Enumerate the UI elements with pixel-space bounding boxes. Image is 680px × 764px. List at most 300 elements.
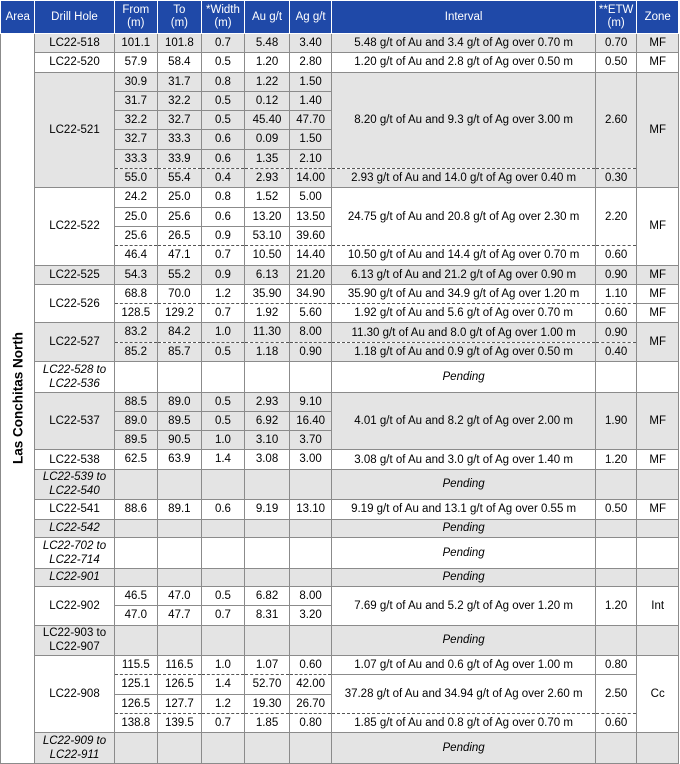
etw-value: 2.20 <box>595 188 637 246</box>
table-row <box>1 53 679 72</box>
ag-value: 2.80 <box>289 53 332 72</box>
zone-value: MF <box>637 53 679 72</box>
empty-cell <box>114 519 158 538</box>
ag-value: 14.00 <box>289 169 332 188</box>
au-value: 1.20 <box>245 53 290 72</box>
au-value: 9.19 <box>245 500 290 519</box>
width-value: 0.4 <box>201 169 245 188</box>
empty-cell <box>114 469 158 500</box>
text-line: LC22-536 <box>49 377 100 390</box>
drill-hole: LC22-537 <box>35 392 114 450</box>
empty-cell <box>158 519 202 538</box>
width-value: 0.5 <box>201 411 245 430</box>
width-value: 0.5 <box>201 91 245 110</box>
width-value: 0.7 <box>201 606 245 625</box>
table-row <box>1 625 679 656</box>
width-value: 0.8 <box>201 72 245 91</box>
etw-value: 0.90 <box>595 323 637 342</box>
to-value: 85.7 <box>158 342 202 361</box>
to-value: 25.0 <box>158 188 202 207</box>
drill-hole <box>35 568 114 587</box>
pending-label: Pending <box>332 538 595 569</box>
to-value: 101.8 <box>158 34 202 53</box>
width-value: 0.9 <box>201 226 245 245</box>
text-line: LC22-539 to <box>42 471 107 484</box>
drill-hole: LC22-902 <box>35 587 114 626</box>
header-to <box>158 1 202 34</box>
text-line: LC22-540 <box>49 485 100 498</box>
from-value: 88.6 <box>114 500 158 519</box>
header-row <box>1 1 679 34</box>
interval-summary: 5.48 g/t of Au and 3.4 g/t of Ag over 0.70 m <box>332 34 595 53</box>
to-value: 139.5 <box>158 714 202 733</box>
to-value: 90.5 <box>158 431 202 450</box>
empty-cell <box>289 538 332 569</box>
table-row <box>1 733 679 764</box>
width-value: 1.2 <box>201 694 245 713</box>
drill-hole: LC22-518 <box>35 34 114 53</box>
ag-value: 3.70 <box>289 431 332 450</box>
empty-cell <box>245 519 290 538</box>
au-value: 11.30 <box>245 323 290 342</box>
etw-value: 0.30 <box>595 169 637 188</box>
empty-cell <box>114 625 158 656</box>
header-au: Au g/t <box>245 1 290 34</box>
text-line: (m) <box>214 17 232 29</box>
to-value: 55.2 <box>158 265 202 284</box>
from-value: 47.0 <box>114 606 158 625</box>
from-value: 25.6 <box>114 226 158 245</box>
etw-value: 1.20 <box>595 587 637 626</box>
zone-value: MF <box>637 450 679 469</box>
ag-value: 0.90 <box>289 342 332 361</box>
au-value: 19.30 <box>245 694 290 713</box>
table-row <box>1 500 679 519</box>
area-label: Las Conchitas North <box>10 332 26 465</box>
table-row <box>1 188 679 207</box>
from-value: 57.9 <box>114 53 158 72</box>
table-row <box>1 284 679 303</box>
width-value: 0.5 <box>201 111 245 130</box>
width-value: 1.4 <box>201 450 245 469</box>
drill-hole <box>35 469 114 500</box>
au-value: 6.82 <box>245 587 290 606</box>
header-from <box>114 1 158 34</box>
empty-cell <box>114 568 158 587</box>
from-value: 32.7 <box>114 130 158 149</box>
au-value: 6.92 <box>245 411 290 430</box>
from-value: 101.1 <box>114 34 158 53</box>
au-value: 0.09 <box>245 130 290 149</box>
text-line: LC22-542 <box>49 522 100 535</box>
interval-summary: 1.18 g/t of Au and 0.9 g/t of Ag over 0.50 m <box>332 342 595 361</box>
empty-cell <box>637 733 679 764</box>
width-value: 1.2 <box>201 284 245 303</box>
interval-summary: 2.93 g/t of Au and 14.0 g/t of Ag over 0.40 m <box>332 169 595 188</box>
interval-summary: 1.85 g/t of Au and 0.8 g/t of Ag over 0.70 m <box>332 714 595 733</box>
ag-value: 1.50 <box>289 72 332 91</box>
table-body <box>1 34 679 764</box>
interval-summary: 6.13 g/t of Au and 21.2 g/t of Ag over 0.90 m <box>332 265 595 284</box>
ag-value: 3.00 <box>289 450 332 469</box>
ag-value: 39.60 <box>289 226 332 245</box>
header-ag: Ag g/t <box>289 1 332 34</box>
table-row <box>1 656 679 675</box>
empty-cell <box>114 362 158 393</box>
au-value: 1.92 <box>245 304 290 323</box>
interval-summary: 10.50 g/t of Au and 14.4 g/t of Ag over 0.70 m <box>332 246 595 265</box>
text-line: (m) <box>170 17 188 29</box>
empty-cell <box>637 625 679 656</box>
width-value: 0.6 <box>201 500 245 519</box>
etw-value: 0.60 <box>595 246 637 265</box>
drill-hole <box>35 733 114 764</box>
etw-value: 0.60 <box>595 304 637 323</box>
interval-summary: 1.92 g/t of Au and 5.6 g/t of Ag over 0.70 m <box>332 304 595 323</box>
au-value: 2.93 <box>245 169 290 188</box>
empty-cell <box>245 733 290 764</box>
width-value: 1.4 <box>201 675 245 694</box>
drill-hole <box>35 362 114 393</box>
drill-hole: LC22-525 <box>35 265 114 284</box>
text-line: LC22-702 to <box>42 539 107 552</box>
ag-value: 42.00 <box>289 675 332 694</box>
to-value: 32.7 <box>158 111 202 130</box>
ag-value: 3.40 <box>289 34 332 53</box>
interval-summary: 35.90 g/t of Au and 34.9 g/t of Ag over 1.20 m <box>332 284 595 303</box>
pending-label: Pending <box>332 362 595 393</box>
etw-value: 1.20 <box>595 450 637 469</box>
empty-cell <box>637 568 679 587</box>
width-value: 0.5 <box>201 53 245 72</box>
empty-cell <box>158 625 202 656</box>
etw-value: 0.50 <box>595 500 637 519</box>
drill-hole: LC22-520 <box>35 53 114 72</box>
to-value: 84.2 <box>158 323 202 342</box>
au-value: 1.07 <box>245 656 290 675</box>
width-value: 1.0 <box>201 431 245 450</box>
empty-cell <box>595 568 637 587</box>
etw-value: 2.50 <box>595 675 637 714</box>
au-value: 1.35 <box>245 149 290 168</box>
to-value: 47.0 <box>158 587 202 606</box>
pending-label: Pending <box>332 568 595 587</box>
ag-value: 13.50 <box>289 207 332 226</box>
text-line: LC22-907 <box>49 641 100 654</box>
empty-cell <box>289 469 332 500</box>
header-width <box>201 1 245 34</box>
zone-value: MF <box>637 34 679 53</box>
empty-cell <box>595 733 637 764</box>
text-line: To <box>173 4 186 16</box>
empty-cell <box>289 733 332 764</box>
au-value: 2.93 <box>245 392 290 411</box>
width-value: 0.5 <box>201 587 245 606</box>
empty-cell <box>201 519 245 538</box>
empty-cell <box>595 625 637 656</box>
table-row <box>1 519 679 538</box>
from-value: 24.2 <box>114 188 158 207</box>
table-row <box>1 323 679 342</box>
interval-summary: 1.20 g/t of Au and 2.8 g/t of Ag over 0.50 m <box>332 53 595 72</box>
text-line: LC22-903 to <box>42 627 107 640</box>
empty-cell <box>595 362 637 393</box>
au-value: 53.10 <box>245 226 290 245</box>
empty-cell <box>289 625 332 656</box>
au-value: 13.20 <box>245 207 290 226</box>
to-value: 126.5 <box>158 675 202 694</box>
empty-cell <box>637 538 679 569</box>
to-value: 89.5 <box>158 411 202 430</box>
ag-value: 3.20 <box>289 606 332 625</box>
empty-cell <box>245 568 290 587</box>
etw-value: 0.80 <box>595 656 637 675</box>
empty-cell <box>637 362 679 393</box>
drill-hole <box>35 538 114 569</box>
text-line: From <box>122 4 150 16</box>
to-value: 58.4 <box>158 53 202 72</box>
zone-value: MF <box>637 500 679 519</box>
empty-cell <box>637 469 679 500</box>
to-value: 89.1 <box>158 500 202 519</box>
text-line: LC22-901 <box>49 571 100 584</box>
empty-cell <box>289 519 332 538</box>
to-value: 47.7 <box>158 606 202 625</box>
table-row <box>1 392 679 411</box>
empty-cell <box>201 538 245 569</box>
empty-cell <box>201 469 245 500</box>
header-etw <box>595 1 637 34</box>
ag-value: 21.20 <box>289 265 332 284</box>
text-line: LC22-714 <box>49 553 100 566</box>
empty-cell <box>289 568 332 587</box>
to-value: 33.3 <box>158 130 202 149</box>
etw-value: 0.60 <box>595 714 637 733</box>
to-value: 26.5 <box>158 226 202 245</box>
empty-cell <box>158 469 202 500</box>
to-value: 116.5 <box>158 656 202 675</box>
ag-value: 16.40 <box>289 411 332 430</box>
etw-value: 0.70 <box>595 34 637 53</box>
au-value: 3.10 <box>245 431 290 450</box>
from-value: 89.5 <box>114 431 158 450</box>
interval-summary: 37.28 g/t of Au and 34.94 g/t of Ag over 2.60 m <box>332 675 595 714</box>
zone-value: MF <box>637 188 679 265</box>
from-value: 54.3 <box>114 265 158 284</box>
ag-value: 0.80 <box>289 714 332 733</box>
ag-value: 8.00 <box>289 587 332 606</box>
au-value: 8.31 <box>245 606 290 625</box>
empty-cell <box>245 538 290 569</box>
table-row <box>1 568 679 587</box>
interval-summary: 11.30 g/t of Au and 8.0 g/t of Ag over 1.00 m <box>332 323 595 342</box>
table-row <box>1 587 679 606</box>
zone-value: MF <box>637 392 679 450</box>
zone-value: MF <box>637 265 679 284</box>
etw-value: 2.60 <box>595 72 637 168</box>
au-value: 1.85 <box>245 714 290 733</box>
ag-value: 2.10 <box>289 149 332 168</box>
drill-hole: LC22-538 <box>35 450 114 469</box>
interval-summary: 24.75 g/t of Au and 20.8 g/t of Ag over 2.30 m <box>332 188 595 246</box>
ag-value: 1.40 <box>289 91 332 110</box>
header-area: Area <box>1 1 35 34</box>
au-value: 52.70 <box>245 675 290 694</box>
etw-value: 0.90 <box>595 265 637 284</box>
zone-value: MF <box>637 304 679 323</box>
drill-hole: LC22-541 <box>35 500 114 519</box>
width-value: 0.7 <box>201 246 245 265</box>
etw-value: 1.10 <box>595 284 637 303</box>
from-value: 25.0 <box>114 207 158 226</box>
interval-summary: 1.07 g/t of Au and 0.6 g/t of Ag over 1.00 m <box>332 656 595 675</box>
from-value: 83.2 <box>114 323 158 342</box>
empty-cell <box>201 362 245 393</box>
text-line: LC22-911 <box>49 749 100 762</box>
drill-hole: LC22-526 <box>35 284 114 323</box>
ag-value: 34.90 <box>289 284 332 303</box>
header-drill-hole: Drill Hole <box>35 1 114 34</box>
from-value: 33.3 <box>114 149 158 168</box>
from-value: 32.2 <box>114 111 158 130</box>
from-value: 138.8 <box>114 714 158 733</box>
table-row <box>1 265 679 284</box>
empty-cell <box>158 568 202 587</box>
etw-value: 1.90 <box>595 392 637 450</box>
from-value: 125.1 <box>114 675 158 694</box>
table-row <box>1 450 679 469</box>
empty-cell <box>637 519 679 538</box>
ag-value: 5.00 <box>289 188 332 207</box>
width-value: 0.8 <box>201 188 245 207</box>
width-value: 0.5 <box>201 392 245 411</box>
ag-value: 9.10 <box>289 392 332 411</box>
etw-value: 0.40 <box>595 342 637 361</box>
drill-hole <box>35 625 114 656</box>
to-value: 31.7 <box>158 72 202 91</box>
etw-value: 0.50 <box>595 53 637 72</box>
empty-cell <box>114 733 158 764</box>
table-row <box>1 72 679 91</box>
text-line: LC22-909 to <box>42 735 107 748</box>
to-value: 55.4 <box>158 169 202 188</box>
from-value: 115.5 <box>114 656 158 675</box>
interval-summary: 7.69 g/t of Au and 5.2 g/t of Ag over 1.20 m <box>332 587 595 626</box>
au-value: 10.50 <box>245 246 290 265</box>
table-row <box>1 34 679 53</box>
width-value: 1.0 <box>201 323 245 342</box>
empty-cell <box>114 538 158 569</box>
to-value: 63.9 <box>158 450 202 469</box>
text-line: (m) <box>607 17 625 29</box>
width-value: 0.6 <box>201 207 245 226</box>
width-value: 0.6 <box>201 130 245 149</box>
drill-hole <box>35 519 114 538</box>
empty-cell <box>158 362 202 393</box>
au-value: 1.18 <box>245 342 290 361</box>
au-value: 5.48 <box>245 34 290 53</box>
ag-value: 8.00 <box>289 323 332 342</box>
ag-value: 5.60 <box>289 304 332 323</box>
drill-hole: LC22-527 <box>35 323 114 362</box>
au-value: 1.52 <box>245 188 290 207</box>
to-value: 127.7 <box>158 694 202 713</box>
au-value: 45.40 <box>245 111 290 130</box>
ag-value: 13.10 <box>289 500 332 519</box>
to-value: 47.1 <box>158 246 202 265</box>
from-value: 30.9 <box>114 72 158 91</box>
to-value: 70.0 <box>158 284 202 303</box>
table-row <box>1 538 679 569</box>
drill-hole: LC22-521 <box>35 72 114 188</box>
empty-cell <box>595 469 637 500</box>
zone-value: MF <box>637 323 679 362</box>
text-line: **ETW <box>598 4 634 16</box>
width-value: 0.7 <box>201 714 245 733</box>
from-value: 128.5 <box>114 304 158 323</box>
table-row <box>1 362 679 393</box>
ag-value: 1.50 <box>289 130 332 149</box>
zone-value: Cc <box>637 656 679 733</box>
empty-cell <box>245 625 290 656</box>
au-value: 6.13 <box>245 265 290 284</box>
empty-cell <box>201 733 245 764</box>
header-zone: Zone <box>637 1 679 34</box>
width-value: 1.0 <box>201 656 245 675</box>
zone-value: MF <box>637 72 679 188</box>
empty-cell <box>289 362 332 393</box>
to-value: 25.6 <box>158 207 202 226</box>
au-value: 0.12 <box>245 91 290 110</box>
au-value: 3.08 <box>245 450 290 469</box>
to-value: 129.2 <box>158 304 202 323</box>
width-value: 0.6 <box>201 149 245 168</box>
empty-cell <box>158 733 202 764</box>
from-value: 31.7 <box>114 91 158 110</box>
from-value: 46.5 <box>114 587 158 606</box>
width-value: 0.9 <box>201 265 245 284</box>
ag-value: 14.40 <box>289 246 332 265</box>
text-line: *Width <box>206 4 240 16</box>
au-value: 35.90 <box>245 284 290 303</box>
empty-cell <box>201 568 245 587</box>
to-value: 89.0 <box>158 392 202 411</box>
zone-value: MF <box>637 284 679 303</box>
ag-value: 0.60 <box>289 656 332 675</box>
pending-label: Pending <box>332 519 595 538</box>
width-value: 0.5 <box>201 342 245 361</box>
header-interval: Interval <box>332 1 595 34</box>
empty-cell <box>201 625 245 656</box>
interval-summary: 4.01 g/t of Au and 8.2 g/t of Ag over 2.00 m <box>332 392 595 450</box>
width-value: 0.7 <box>201 304 245 323</box>
to-value: 32.2 <box>158 91 202 110</box>
pending-label: Pending <box>332 733 595 764</box>
from-value: 126.5 <box>114 694 158 713</box>
interval-summary: 8.20 g/t of Au and 9.3 g/t of Ag over 3.00 m <box>332 72 595 168</box>
table-row <box>1 469 679 500</box>
pending-label: Pending <box>332 625 595 656</box>
to-value: 33.9 <box>158 149 202 168</box>
interval-summary: 3.08 g/t of Au and 3.0 g/t of Ag over 1.40 m <box>332 450 595 469</box>
from-value: 55.0 <box>114 169 158 188</box>
empty-cell <box>595 538 637 569</box>
from-value: 89.0 <box>114 411 158 430</box>
empty-cell <box>245 362 290 393</box>
text-line: LC22-528 to <box>42 363 107 376</box>
text-line: (m) <box>127 17 145 29</box>
empty-cell <box>158 538 202 569</box>
